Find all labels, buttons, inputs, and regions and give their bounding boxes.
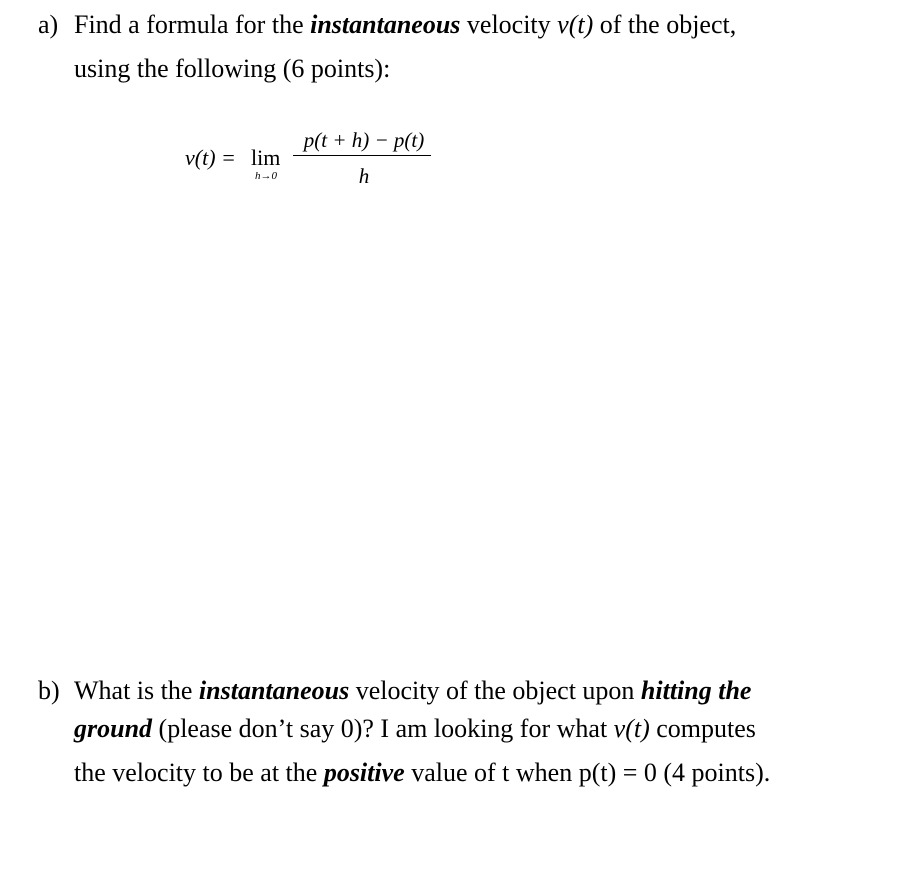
fraction-bar xyxy=(293,155,431,156)
formula-denominator: h xyxy=(358,164,370,188)
math-v-of-t: v(t) xyxy=(557,10,594,39)
emphasis-instantaneous: instantaneous xyxy=(310,10,461,39)
emphasis-hitting-the: hitting the xyxy=(640,676,752,705)
math-v-of-t: v(t) xyxy=(613,714,650,743)
question-b-line-1: What is the instantaneous velocity of the object upon hitting the xyxy=(74,676,752,705)
formula-lim-subscript: h→0 xyxy=(255,170,277,182)
formula-lim: lim xyxy=(251,145,281,170)
emphasis-ground: ground xyxy=(74,714,153,743)
emphasis-positive: positive xyxy=(323,758,405,787)
emphasis-instantaneous: instantaneous xyxy=(198,676,350,705)
question-b-line-2: ground (please don’t say 0)? I am looking for what v(t) computes xyxy=(74,714,756,743)
question-a-line-2: using the following (6 points): xyxy=(74,54,391,83)
question-a xyxy=(38,10,896,90)
formula-lhs: v(t) = xyxy=(185,145,236,170)
question-b-label: b) xyxy=(38,676,60,705)
formula-numerator: p(t + h) − p(t) xyxy=(303,128,425,152)
question-b-line-3: the velocity to be at the positive value of t when p(t) = 0 (4 points). xyxy=(74,758,771,787)
question-a-label: a) xyxy=(38,10,59,39)
question-a-line-1: Find a formula for the instantaneous velocity v(t) of the object, xyxy=(74,10,737,39)
limit-formula xyxy=(185,128,445,198)
question-b xyxy=(38,676,896,796)
